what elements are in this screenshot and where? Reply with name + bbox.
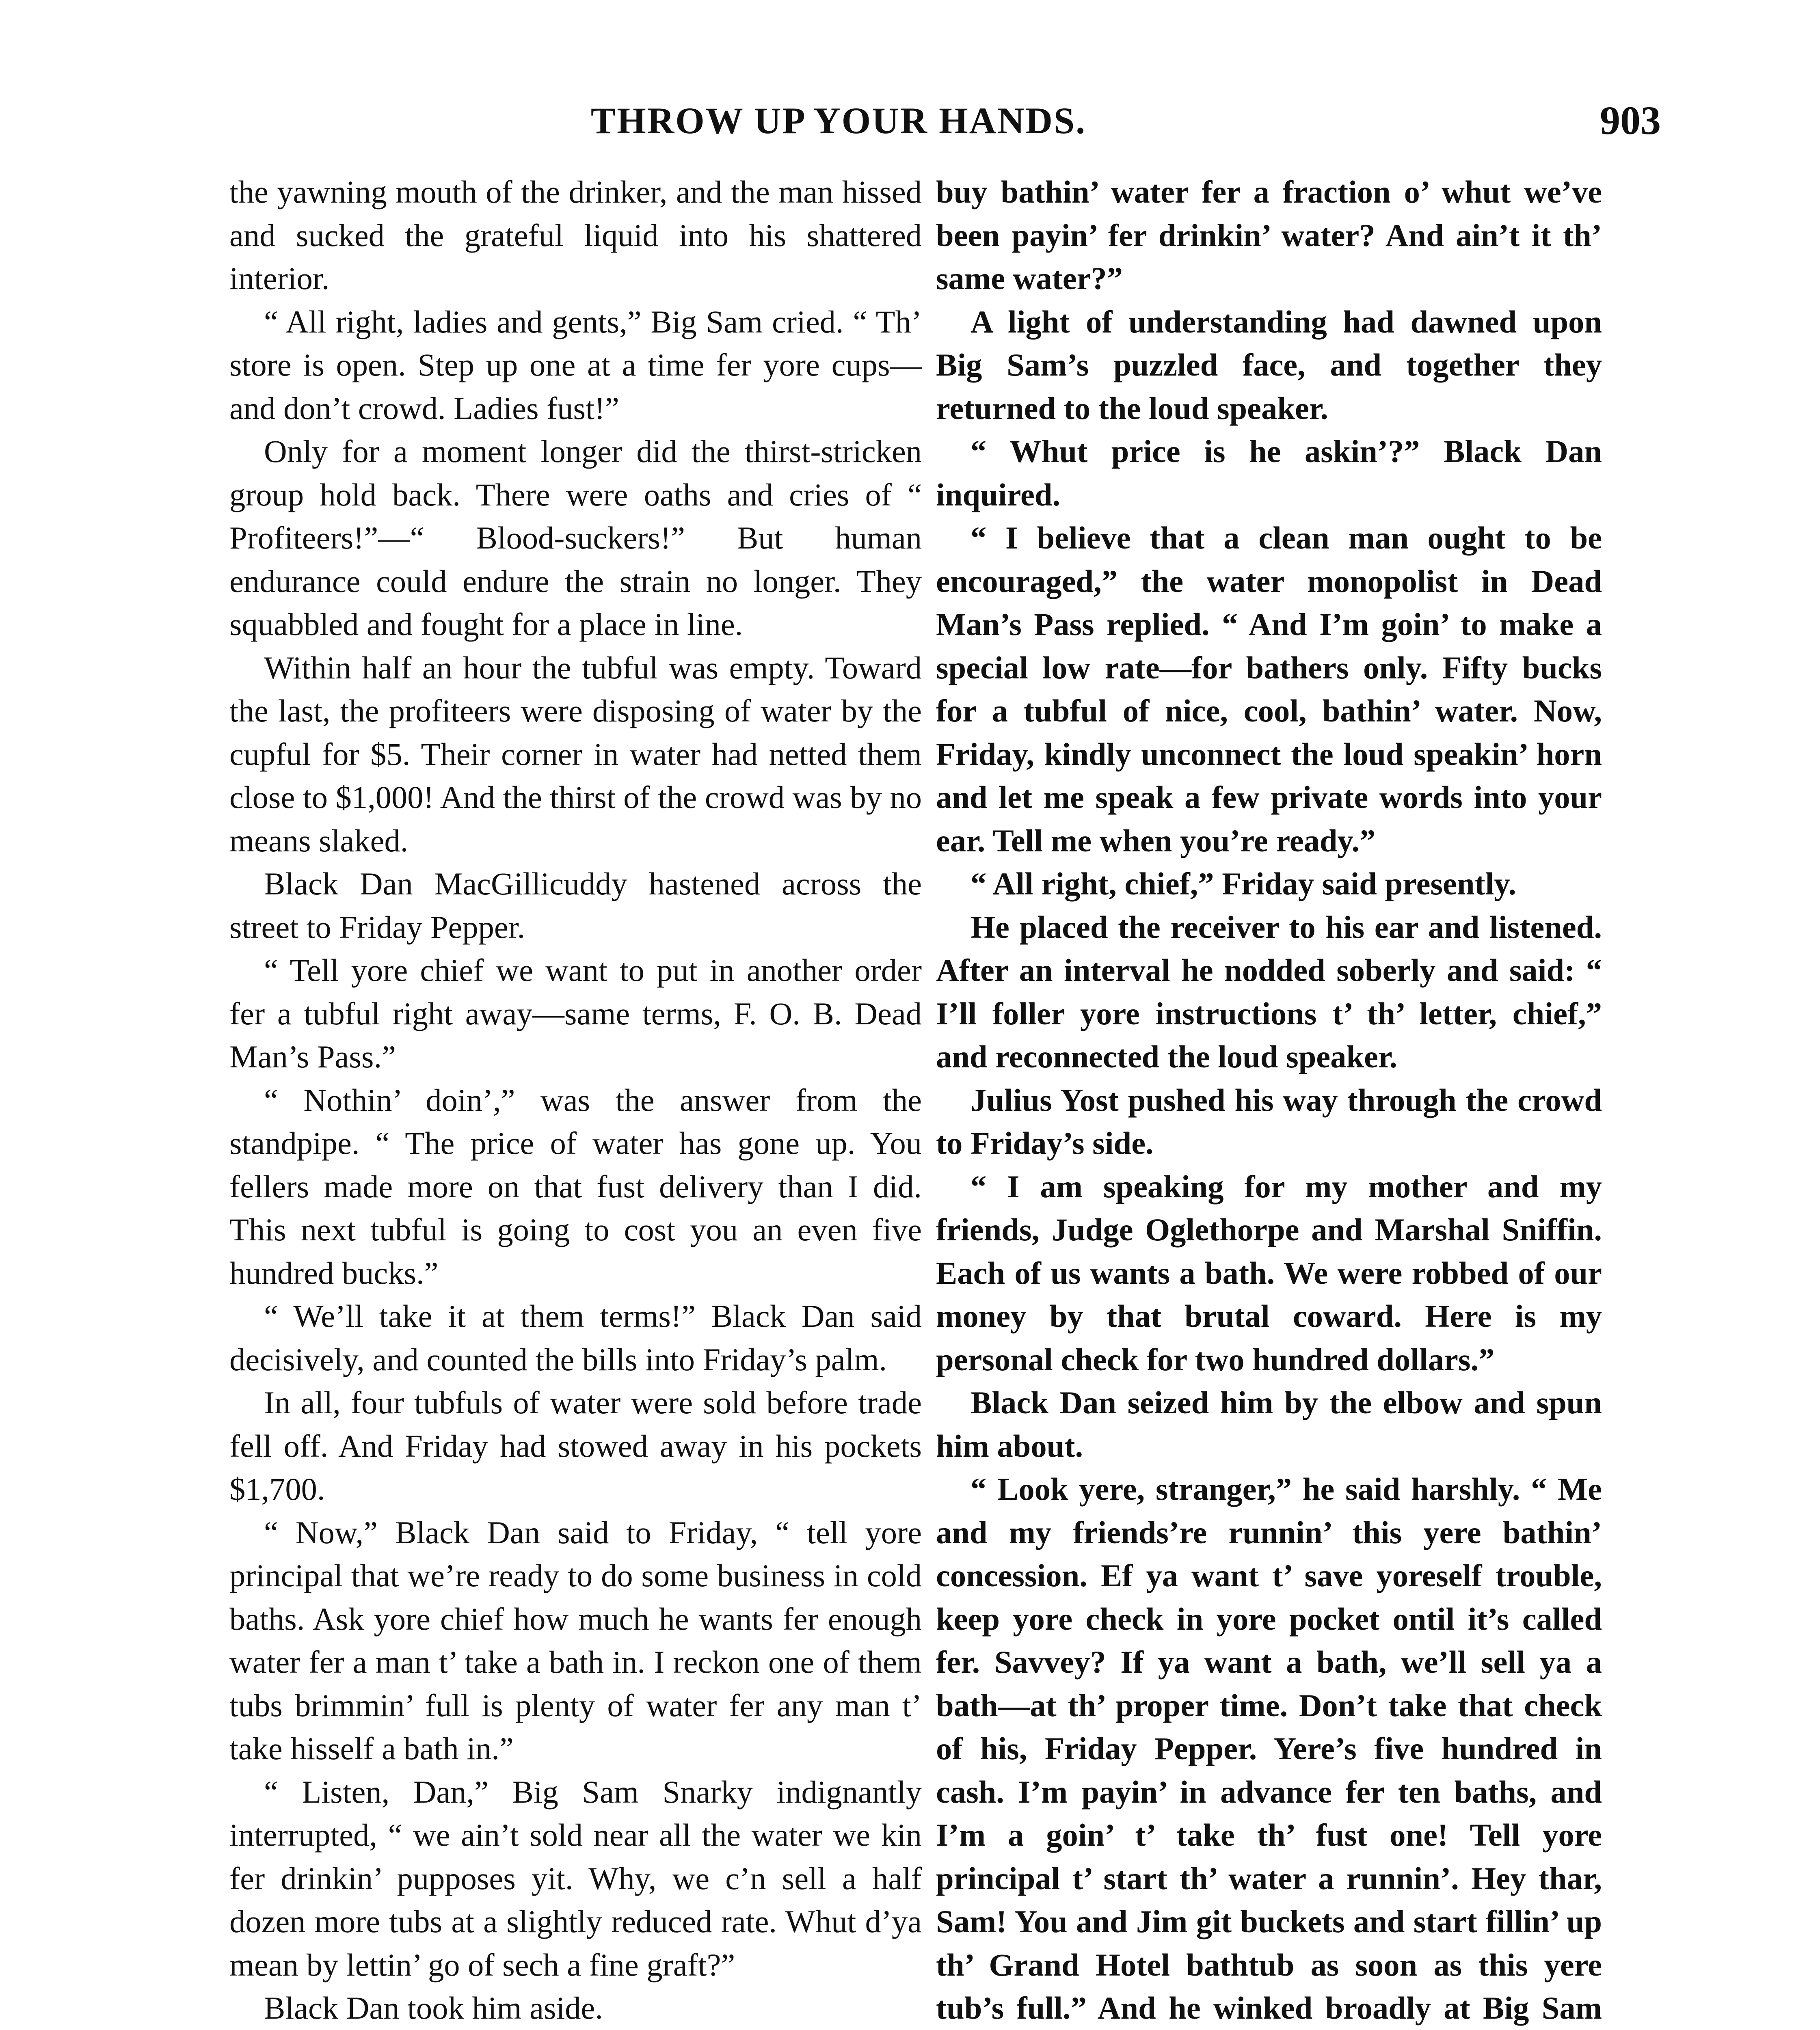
- paragraph: “ I am speaking for my mother and my friends, Judge Oglethorpe and Marshal Sniffin. Each of us wants a bath. We were robbed of our money by that brutal coward. Here is my personal check for two hundred dollars.”: [936, 1168, 1602, 1377]
- left-column: [229, 171, 922, 2030]
- page-number: 903: [1600, 98, 1661, 143]
- paragraph: “ All right, ladies and gents,” Big Sam cried. “ Th’ store is open. Step up one at a time fer yore cups—and don’t crowd. Ladies fust!”: [229, 304, 922, 426]
- paragraph: the yawning mouth of the drinker, and the man hissed and sucked the grateful liquid into his shattered interior.: [229, 174, 922, 296]
- running-title: THROW UP YOUR HANDS.: [590, 100, 1087, 141]
- paragraph: Black Dan took him aside.: [264, 1990, 603, 2026]
- paragraph: “ Listen, Dan,” Big Sam Snarky indignantly interrupted, “ we ain’t sold near all the water we kin fer drinkin’ pupposes yit. Why, we c’n sell a half dozen more tubs at a slightly reduced rate. Whut d’ya mean by lettin’ go of sech a fine graft?”: [229, 1774, 922, 1982]
- paragraph: “ Tell yore chief we want to put in another order fer a tubful right away—same terms, F. O. B. Dead Man’s Pass.”: [229, 952, 922, 1074]
- paragraph: Julius Yost pushed his way through the crowd to Friday’s side.: [936, 1082, 1602, 1161]
- paragraph: In all, four tubfuls of water were sold before trade fell off. And Friday had stowed away in his pockets $1,700.: [229, 1385, 922, 1507]
- paragraph: Black Dan seized him by the elbow and spun him about.: [936, 1385, 1602, 1464]
- paragraph: Within half an hour the tubful was empty. Toward the last, the profiteers were disposing of water by the cupful for $5. Their corner in water had netted them close to $1,000! And the thirst of the crowd was by no means slaked.: [229, 650, 922, 858]
- paragraph: Black Dan MacGillicuddy hastened across the street to Friday Pepper.: [229, 866, 922, 945]
- paragraph: “ Nothin’ doin’,” was the answer from the standpipe. “ The price of water has gone up. You fellers made more on that fust delivery than I did. This next tubful is going to cost you an even five hundred bucks.”: [229, 1082, 922, 1291]
- paragraph: “ We’ll take it at them terms!” Black Dan said decisively, and counted the bills into Friday’s palm.: [229, 1298, 922, 1377]
- paragraph: “ Now,” Black Dan said to Friday, “ tell yore principal that we’re ready to do some business in cold baths. Ask yore chief how much he wants fer enough water fer a man t’ take a bath in. I reckon one of them tubs brimmin’ full is plenty of water fer any man t’ take hisself a bath in.”: [229, 1514, 922, 1766]
- running-head: [0, 94, 1820, 147]
- paragraph: He placed the receiver to his ear and listened. After an interval he nodded soberly and said: “ I’ll foller yore instructions t’ th’ letter, chief,” and reconnected the loud speaker.: [936, 909, 1602, 1074]
- paragraph: “ Look yere, stranger,” he said harshly. “ Me and my friends’re runnin’ this yere bathin’ concession. Ef ya want t’ save yoreself trouble, keep yore check in yore pocket ontil it’s called fer. Savvey? If ya want a bath, we’ll sell ya a bath—at th’ proper time. Don’t take that check of his, Friday Pepper. Yere’s five hundred in cash. I’m payin’ in advance fer ten baths, and I’m a goin’ t’ take th’ fust one! Tell yore principal t’ start th’ water a runnin’. Hey thar, Sam! You and Jim git buckets and start fillin’ up th’ Grand Hotel bathtub as soon as this yere tub’s full.” And he winked broadly at Big Sam: [936, 1471, 1602, 2026]
- paragraph: buy bathin’ water fer a fraction o’ whut we’ve been payin’ fer drinkin’ water? And ain’t it th’ same water?”: [936, 174, 1602, 296]
- paragraph: “ Whut price is he askin’?” Black Dan inquired.: [936, 434, 1602, 512]
- paragraph: A light of understanding had dawned upon Big Sam’s puzzled face, and together they returned to the loud speaker.: [936, 304, 1602, 426]
- paragraph: “ I believe that a clean man ought to be encouraged,” the water monopolist in Dead Man’s Pass replied. “ And I’m goin’ to make a special low rate—for bathers only. Fifty bucks for a tubful of nice, cool, bathin’ water. Now, Friday, kindly unconnect the loud speakin’ horn and let me speak a few private words into your ear. Tell me when you’re ready.”: [936, 520, 1602, 858]
- paragraph: Only for a moment longer did the thirst-stricken group hold back. There were oaths and cries of “ Profiteers!”—“ Blood-suckers!” But human endurance could endure the strain no longer. They squabbled and fought for a place in line.: [229, 434, 922, 642]
- right-column: [936, 171, 1602, 2030]
- paragraph: “ All right, chief,” Friday said presently.: [971, 866, 1516, 901]
